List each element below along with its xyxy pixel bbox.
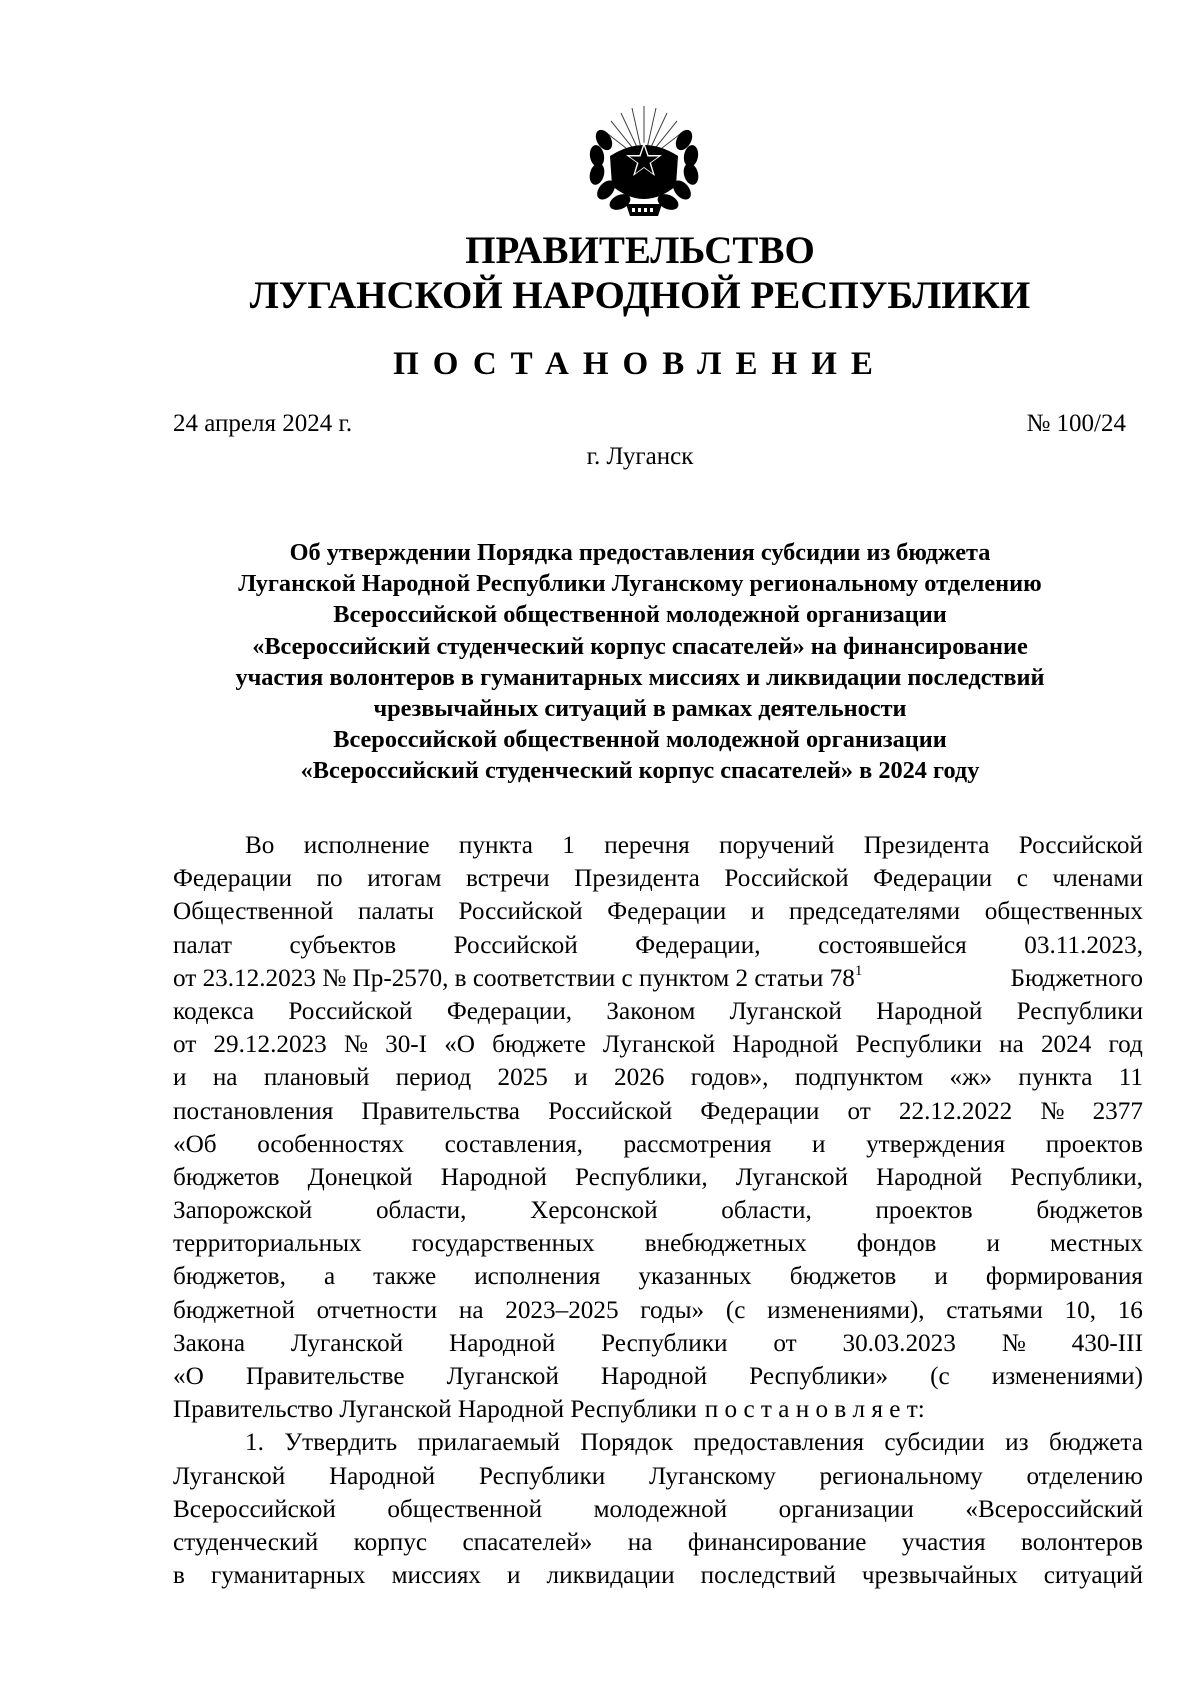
body-word: «Всероссийский	[965, 1495, 1143, 1523]
body-word: Республики»	[749, 1363, 889, 1390]
subject-line: Всероссийской общественной молодежной организации	[333, 726, 947, 754]
body-word: Луганской	[446, 1363, 559, 1390]
body-word: 2024	[1040, 1031, 1092, 1059]
document-date: 24 апреля 2024 г.	[173, 410, 353, 437]
body-word: спасателей»	[462, 1528, 593, 1556]
body-word: Республики	[601, 1329, 728, 1357]
body-word: проектов	[1045, 1130, 1143, 1158]
subject-line: Всероссийской общественной молодежной организации	[333, 601, 947, 629]
body-word: рассмотрения	[623, 1130, 772, 1158]
body-word: с	[1016, 865, 1028, 893]
body-word: изменениями),	[767, 1296, 925, 1324]
body-line	[173, 1194, 1143, 1227]
body-word: 2026	[614, 1064, 665, 1092]
body-line	[173, 1360, 1143, 1393]
body-word: статьями	[946, 1296, 1043, 1324]
body-word: 430-III	[1071, 1329, 1143, 1357]
body-word: Народной	[876, 1163, 983, 1191]
body-word: Луганскому	[648, 1462, 776, 1490]
body-word: и	[507, 1562, 521, 1590]
body-word: и	[574, 1064, 588, 1092]
body-word: проектов	[875, 1197, 973, 1225]
body-word: изменениями)	[991, 1363, 1143, 1390]
body-word: студенческий	[173, 1528, 319, 1556]
body-line	[173, 962, 1143, 995]
body-word: и	[750, 898, 765, 926]
body-word: год	[1108, 1031, 1143, 1059]
body-word: постановления	[173, 1097, 334, 1125]
body-word: Федерации	[873, 865, 993, 893]
body-word: Российской	[453, 931, 578, 959]
body-word: фондов	[856, 1230, 937, 1258]
body-word: палат	[173, 931, 232, 959]
subject-line: Луганской Народной Республики Луганскому региональному отделению	[238, 570, 1042, 598]
body-word: «О	[444, 1031, 475, 1059]
body-word: (с	[930, 1363, 950, 1390]
body-line-segment: от 23.12.2023 № Пр-2570, в соответствии с пунктом 2 статьи 78	[173, 964, 855, 992]
body-word: 1.	[245, 1429, 264, 1457]
body-word: области,	[721, 1197, 812, 1225]
body-line-text	[173, 962, 862, 995]
body-line	[173, 995, 1143, 1028]
body-word: годов»,	[690, 1064, 769, 1092]
document-subject	[160, 537, 1120, 787]
body-word: Народной	[449, 1329, 556, 1357]
body-word: Президента	[863, 832, 990, 859]
government-title-line: ЛУГАНСКОЙ НАРОДНОЙ РЕСПУБЛИКИ	[249, 274, 1031, 317]
body-word: 10,	[1064, 1296, 1096, 1324]
body-word: 2025	[497, 1064, 548, 1092]
body-word: Республики,	[574, 1163, 708, 1191]
body-word: Донецкой	[307, 1163, 413, 1191]
body-word: на	[212, 1064, 238, 1092]
body-line	[173, 1559, 1143, 1592]
body-word: №	[1040, 1097, 1065, 1125]
body-word: из	[1005, 1429, 1029, 1457]
body-word: Федерации,	[446, 997, 573, 1025]
body-word: бюджетов,	[173, 1263, 286, 1291]
body-word: 1	[562, 832, 575, 859]
body-line	[173, 1095, 1143, 1128]
body-word: Федерации	[700, 1097, 820, 1125]
body-word: Луганской	[735, 1163, 848, 1191]
body-word: членами	[1052, 865, 1143, 893]
body-word: встречи	[466, 865, 550, 893]
body-word: Республики	[855, 1031, 982, 1059]
body-word: 2377	[1092, 1097, 1143, 1125]
government-title-line: ПРАВИТЕЛЬСТВО	[465, 229, 815, 272]
body-word: субъектов	[289, 931, 397, 959]
body-word: пункта	[1018, 1064, 1093, 1092]
body-word: исполнения	[474, 1263, 601, 1291]
body-word: Народной	[440, 1163, 547, 1191]
body-word: «О	[173, 1363, 204, 1390]
body-word: внебюджетных	[644, 1230, 807, 1258]
body-word: финансирование	[687, 1528, 867, 1556]
body-word: Федерации	[607, 898, 727, 926]
body-word: итогам	[367, 865, 442, 893]
body-word: состоявшейся	[818, 931, 967, 959]
body-line-text: Бюджетного	[1010, 964, 1143, 992]
body-word: волонтеров	[1021, 1528, 1143, 1556]
body-line-text: п о с т а н о в л я е т:	[704, 1396, 925, 1424]
body-line	[173, 1260, 1143, 1293]
body-word: бюджете	[492, 1031, 586, 1059]
body-word: Народной	[328, 1462, 436, 1490]
subject-line: чрезвычайных ситуаций в рамках деятельности	[373, 695, 907, 723]
body-word: участия	[901, 1528, 986, 1556]
body-word: председателями	[788, 898, 961, 926]
body-word: особенностях	[257, 1130, 405, 1158]
body-word: в	[173, 1562, 185, 1590]
body-word: общественной	[387, 1495, 543, 1523]
body-word: (с	[725, 1296, 746, 1324]
body-word: отчетности	[316, 1296, 438, 1324]
body-word: государственных	[411, 1230, 595, 1258]
body-word: утверждения	[866, 1130, 1006, 1158]
body-word: палаты	[357, 898, 434, 926]
body-line	[173, 1460, 1143, 1493]
superscript-number: 1	[854, 962, 863, 979]
body-word: области,	[375, 1197, 467, 1225]
body-word: формирования	[985, 1263, 1143, 1291]
body-word: от	[773, 1329, 797, 1357]
body-word: Российской	[458, 898, 583, 926]
body-word: составления,	[444, 1130, 583, 1158]
body-line	[173, 1028, 1143, 1061]
body-word: Республики	[1016, 997, 1143, 1025]
body-line-text: Правительство Луганской Народной Республики	[173, 1396, 697, 1424]
body-line	[173, 895, 1143, 928]
body-word: корпус	[353, 1528, 428, 1556]
body-word: поручений	[719, 832, 835, 859]
body-line	[173, 1327, 1143, 1360]
body-word: миссиях	[391, 1562, 481, 1590]
body-line	[173, 1393, 1143, 1426]
body-word: отделению	[1026, 1462, 1143, 1490]
body-line	[173, 1128, 1143, 1161]
body-line	[173, 1227, 1143, 1260]
body-word: бюджетов	[173, 1163, 280, 1191]
body-word: ситуаций	[1043, 1562, 1143, 1590]
body-word: пункта	[458, 832, 533, 859]
body-word: Российской	[724, 865, 849, 893]
body-word: Российской	[1018, 832, 1143, 859]
body-word: бюджетов	[789, 1263, 897, 1291]
body-word: Федерации,	[635, 931, 761, 959]
body-word: на	[999, 1031, 1024, 1059]
body-word: 30.03.2023	[842, 1329, 956, 1357]
body-word: и	[986, 1230, 1000, 1258]
body-word: гуманитарных	[210, 1562, 366, 1590]
body-word: перечня	[604, 832, 690, 859]
body-word: «ж»	[949, 1064, 993, 1092]
subject-line: Об утверждении Порядка предоставления субсидии из бюджета	[289, 539, 991, 566]
body-word: Народной	[732, 1031, 839, 1059]
document-city: г. Луганск	[586, 443, 694, 470]
body-word: «Об	[173, 1130, 217, 1158]
body-word: №	[1001, 1329, 1026, 1357]
body-word: 29.12.2023	[213, 1031, 327, 1059]
body-word: Луганской	[729, 997, 842, 1025]
body-word: Республики,	[1010, 1163, 1143, 1191]
body-word: Луганской	[602, 1031, 716, 1059]
body-word: местных	[1050, 1230, 1143, 1258]
body-word: кодекса	[173, 997, 255, 1025]
body-word: Правительстве	[245, 1363, 405, 1390]
body-word: 11	[1118, 1064, 1143, 1092]
body-word: Утвердить	[284, 1429, 398, 1457]
body-line	[173, 1493, 1143, 1526]
body-word: плановый	[263, 1064, 370, 1092]
body-word: общественных	[984, 898, 1143, 926]
body-word: годы»	[640, 1296, 705, 1324]
body-word: Народной	[876, 997, 983, 1025]
body-line	[173, 1161, 1143, 1194]
body-word: и	[173, 1064, 187, 1092]
body-word: ликвидации	[546, 1562, 675, 1590]
body-word: по	[316, 865, 343, 893]
body-word: бюджетов	[1036, 1197, 1143, 1225]
body-word: Во	[245, 832, 275, 859]
body-word: на	[458, 1296, 484, 1324]
body-word: указанных	[638, 1263, 752, 1291]
body-word: бюджета	[1049, 1429, 1143, 1457]
body-word: а	[323, 1263, 336, 1291]
body-word: Луганской	[173, 1462, 286, 1490]
body-word: Херсонской	[530, 1197, 658, 1225]
body-word: также	[373, 1263, 437, 1291]
government-title	[160, 228, 1120, 318]
body-line	[173, 1426, 1143, 1459]
body-word: и	[934, 1263, 948, 1291]
body-word: Законом	[606, 997, 696, 1025]
body-word: исполнение	[303, 832, 430, 859]
document-type: ПОСТАНОВЛЕНИЕ	[393, 346, 887, 382]
body-line	[173, 1526, 1143, 1559]
body-word: Народной	[600, 1363, 708, 1390]
body-word: чрезвычайных	[861, 1562, 1018, 1590]
body-word: на	[627, 1528, 653, 1556]
body-word: субсидии	[884, 1429, 985, 1457]
body-word: молодежной	[593, 1495, 728, 1523]
coat-of-arms-emblem-icon	[580, 100, 708, 228]
body-word: Президента	[574, 865, 700, 893]
body-line	[173, 829, 1143, 862]
body-word: региональному	[819, 1462, 983, 1490]
body-word: Российской	[288, 997, 413, 1025]
body-line	[173, 1294, 1143, 1327]
body-word: и	[812, 1130, 826, 1158]
body-word: Закона	[173, 1329, 246, 1357]
body-line	[173, 929, 1143, 962]
body-word: 22.12.2022	[898, 1097, 1013, 1125]
subject-line: «Всероссийский студенческий корпус спасателей» на финансирование	[252, 632, 1028, 660]
body-word: организации	[778, 1495, 914, 1523]
body-word: 16	[1117, 1296, 1143, 1324]
body-word: 03.11.2023,	[1024, 931, 1143, 959]
body-word: Общественной	[173, 898, 334, 926]
body-word: Луганской	[290, 1329, 404, 1357]
body-word: Российской	[548, 1097, 673, 1125]
body-word: период	[395, 1064, 472, 1092]
body-word: бюджетной	[173, 1296, 295, 1324]
body-word: подпунктом	[794, 1064, 924, 1092]
body-word: от	[173, 1031, 197, 1059]
body-word: Правительства	[361, 1097, 520, 1125]
body-word: последствий	[700, 1562, 836, 1590]
body-word: предоставления	[693, 1429, 864, 1457]
body-word: Федерации	[173, 865, 292, 893]
body-word: Республики	[478, 1462, 606, 1490]
body-word: Запорожской	[173, 1197, 313, 1225]
document-body	[173, 829, 1143, 1592]
body-word: прилагаемый	[417, 1429, 560, 1457]
body-word: территориальных	[173, 1230, 362, 1258]
body-word: №	[343, 1031, 368, 1059]
body-word: Порядок	[580, 1429, 673, 1457]
body-line	[173, 1061, 1143, 1094]
subject-line: «Всероссийский студенческий корпус спасателей» в 2024 году	[300, 757, 980, 785]
body-word: 30-I	[385, 1031, 428, 1059]
body-word: 2023–2025	[505, 1296, 619, 1324]
subject-line: участия волонтеров в гуманитарных миссиях и ликвидации последствий	[235, 663, 1045, 691]
document-number: № 100/24	[1026, 410, 1126, 437]
body-word: от	[847, 1097, 871, 1125]
body-word: Всероссийской	[173, 1495, 336, 1523]
body-line	[173, 862, 1143, 895]
